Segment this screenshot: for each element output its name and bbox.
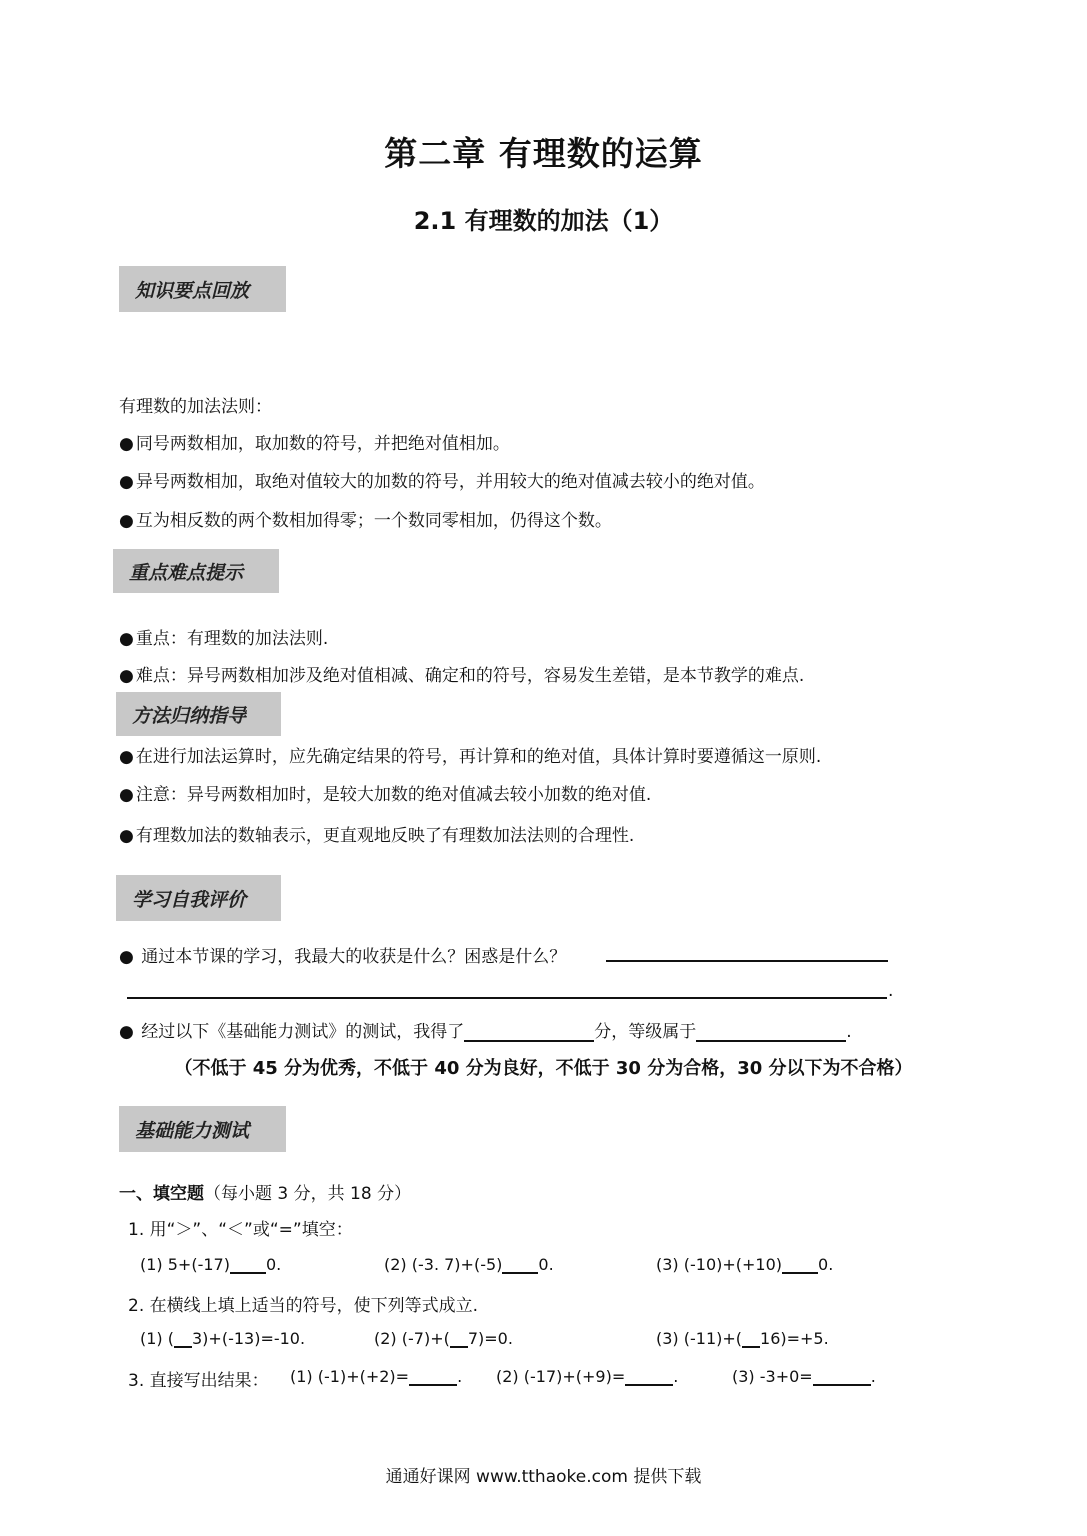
- grading-note: （不低于 45 分为优秀，不低于 40 分为良好，不低于 30 分为合格，30 分以下为不合格）: [174, 1058, 913, 1079]
- q3-item-1: [290, 1366, 462, 1386]
- page-footer: 通通好课网 www.tthaoke.com 提供下载: [385, 1467, 702, 1487]
- q1-item-3-tail: 0.: [818, 1255, 834, 1274]
- q2-item-1-post: 3)+(-13)=-10.: [192, 1329, 306, 1348]
- key-point-1: ● 重点：有理数的加法法则.: [119, 624, 328, 649]
- q2-item-2-post: 7)=0.: [467, 1329, 513, 1348]
- method-2: ● 注意：异号两数相加时，是较大加数的绝对值减去较小加数的绝对值.: [119, 780, 651, 805]
- section-subtitle: 2.1 有理数的加法（1）: [413, 207, 674, 235]
- q2-item-3-pre: (3) (-11)+(: [656, 1329, 743, 1348]
- answer-line-1[interactable]: [606, 942, 888, 962]
- q2-item-2-pre: (2) (-7)+(: [374, 1329, 450, 1348]
- self-eval-score-text: 经过以下《基础能力测试》的测试，我得了: [141, 1022, 465, 1042]
- q1-item-3-expr: (3) (-10)+(+10): [656, 1255, 783, 1274]
- grade-blank[interactable]: [696, 1022, 846, 1042]
- q3-item-1-blank[interactable]: [409, 1366, 457, 1386]
- self-eval-question-1: [119, 942, 566, 967]
- method-1: ● 在进行加法运算时，应先确定结果的符号，再计算和的绝对值，具体计算时要遵循这一原则.: [119, 742, 821, 767]
- q1-item-3: [656, 1254, 833, 1274]
- self-eval-question-1-text: 通过本节课的学习，我最大的收获是什么？困惑是什么？: [141, 947, 567, 967]
- section-tag-method: 方法归纳指导: [116, 692, 281, 736]
- section-tag-self-eval: 学习自我评价: [116, 875, 281, 921]
- q2-item-3-blank[interactable]: [742, 1328, 760, 1348]
- q1-item-1-expr: (1) 5+(-17): [140, 1255, 230, 1274]
- q2-item-2-blank[interactable]: [450, 1328, 468, 1348]
- q3-item-1-expr: (1) (-1)+(+2)=: [290, 1367, 410, 1386]
- q3-item-2: [496, 1366, 678, 1386]
- self-eval-question-2: [119, 1017, 852, 1042]
- method-3: ● 有理数加法的数轴表示，更直观地反映了有理数加法法则的合理性.: [119, 821, 634, 846]
- q1-item-3-blank[interactable]: [782, 1254, 818, 1274]
- question-3: [128, 1366, 269, 1391]
- q2-item-1-blank[interactable]: [174, 1328, 192, 1348]
- q1-item-1-blank[interactable]: [230, 1254, 266, 1274]
- section-tag-basic-test: 基础能力测试: [119, 1106, 286, 1152]
- q3-item-3-tail: .: [870, 1367, 876, 1386]
- q3-item-2-expr: (2) (-17)+(+9)=: [496, 1367, 626, 1386]
- part1-info: （每小题 3 分，共 18 分）: [204, 1184, 412, 1204]
- page-title: 第二章 有理数的运算: [384, 134, 703, 173]
- part1-heading: [119, 1179, 411, 1204]
- q1-item-2: [384, 1254, 554, 1274]
- q3-item-3-expr: (3) -3+0=: [732, 1367, 813, 1386]
- self-eval-grade-text: 分，等级属于: [594, 1022, 697, 1042]
- q1-item-1: [140, 1254, 281, 1274]
- q2-item-1-pre: (1) (: [140, 1329, 174, 1348]
- part1-title: 一、填空题: [119, 1184, 204, 1204]
- answer-line-2[interactable]: [127, 979, 887, 999]
- q2-item-3: [656, 1328, 829, 1348]
- section-tag-key-points: 重点难点提示: [113, 549, 279, 593]
- q2-item-2: [374, 1328, 513, 1348]
- q1-item-2-expr: (2) (-3. 7)+(-5): [384, 1255, 503, 1274]
- key-point-2: ● 难点：异号两数相加涉及绝对值相减、确定和的符号，容易发生差错，是本节教学的难点.: [119, 661, 804, 686]
- knowledge-rule-3: ● 互为相反数的两个数相加得零；一个数同零相加，仍得这个数。: [119, 506, 612, 531]
- q3-item-3-blank[interactable]: [813, 1366, 871, 1386]
- q1-item-1-tail: 0.: [265, 1255, 282, 1274]
- score-blank[interactable]: [464, 1022, 594, 1042]
- q3-item-2-tail: .: [673, 1367, 679, 1386]
- question-3-text: 3. 直接写出结果：: [128, 1371, 269, 1391]
- q3-item-3: [732, 1366, 876, 1386]
- answer-line-end: .: [888, 981, 894, 1001]
- knowledge-rule-1: ● 同号两数相加，取加数的符号，并把绝对值相加。: [119, 429, 510, 454]
- knowledge-intro: 有理数的加法法则：: [119, 397, 272, 417]
- q1-item-2-blank[interactable]: [502, 1254, 538, 1274]
- knowledge-rule-2: ● 异号两数相加，取绝对值较大的加数的符号，并用较大的绝对值减去较小的绝对值。: [119, 467, 765, 492]
- self-eval-end: .: [846, 1022, 852, 1042]
- question-1: 1. 用“＞”、“＜”或“=”填空：: [128, 1220, 353, 1240]
- section-tag-knowledge: 知识要点回放: [119, 266, 286, 312]
- question-2: 2. 在横线上填上适当的符号，使下列等式成立.: [128, 1296, 479, 1316]
- q2-item-1: [140, 1328, 305, 1348]
- q3-item-1-tail: .: [457, 1367, 463, 1386]
- q3-item-2-blank[interactable]: [625, 1366, 673, 1386]
- q1-item-2-tail: 0.: [538, 1255, 554, 1274]
- q2-item-3-post: 16)=+5.: [760, 1329, 829, 1348]
